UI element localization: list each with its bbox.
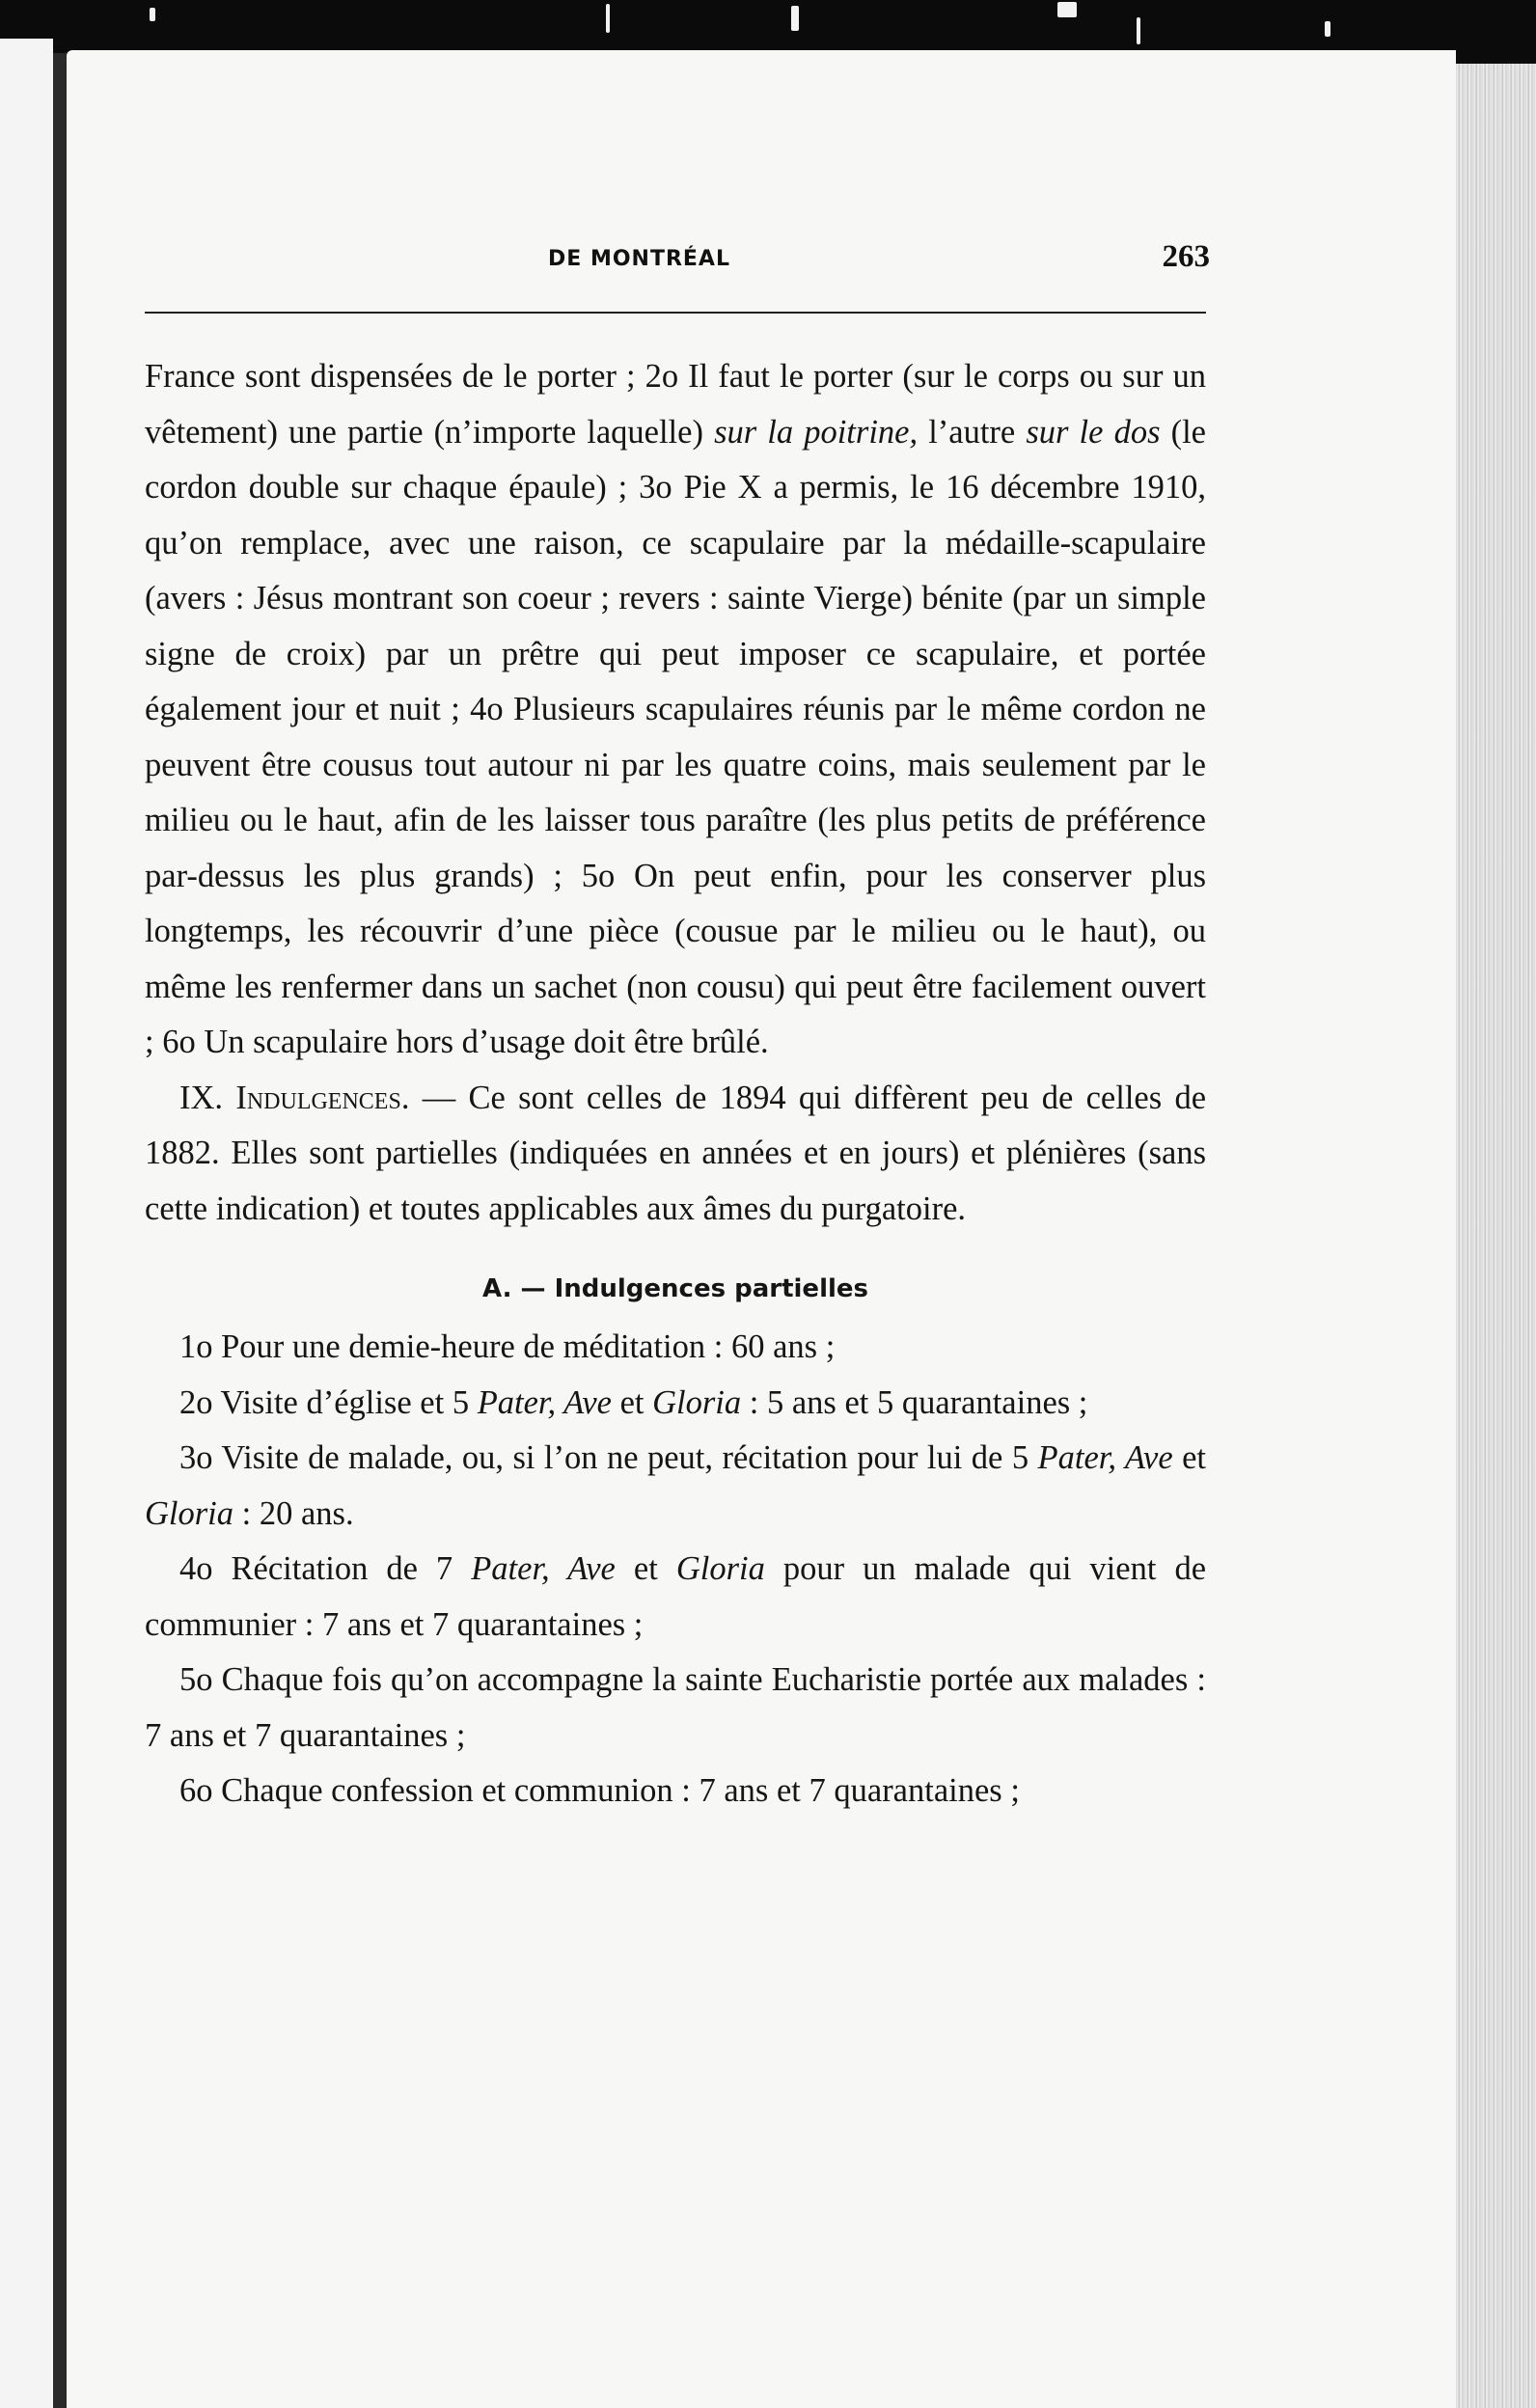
- film-speck: [1057, 2, 1077, 17]
- italic-run: Pater, Ave: [477, 1383, 612, 1421]
- text-run: et: [611, 1383, 653, 1421]
- film-speck: [1137, 17, 1140, 44]
- body-text: [145, 349, 1206, 1820]
- text-run: 2o Visite d’église et 5: [179, 1383, 478, 1421]
- list-item: [145, 1320, 1206, 1376]
- running-head: DE MONTRÉAL: [548, 247, 730, 271]
- italic-run: Pater, Ave: [471, 1550, 616, 1587]
- left-margin-edge: [0, 39, 53, 2408]
- list-item: [145, 1431, 1206, 1542]
- binding-shadow: [53, 53, 67, 2408]
- list-item: [145, 1764, 1206, 1820]
- text-run: pour un malade qui vient de communier : 7 ans et 7 quarantaines ;: [145, 1550, 1207, 1643]
- italic-run: Gloria: [145, 1494, 234, 1532]
- list-item: [145, 1653, 1206, 1764]
- subheading: A. — Indulgences partielles: [481, 1274, 869, 1303]
- text-run: : 20 ans.: [233, 1494, 354, 1532]
- film-speck: [1325, 21, 1330, 37]
- paragraph-scapulaire: [145, 349, 1206, 1071]
- text-run: France sont dispensées de le porter ; 2o Il faut le porter (sur le corps ou sur un vêtement) une partie (n’importe laquelle): [145, 358, 1206, 451]
- italic-run: Gloria: [652, 1383, 742, 1421]
- italic-run: sur la poitrine,: [714, 413, 919, 451]
- italic-run: Pater, Ave: [1037, 1439, 1173, 1476]
- italic-run: sur le dos: [1026, 413, 1161, 451]
- section-number: IX.: [179, 1079, 236, 1116]
- text-run: l’autre: [918, 413, 1027, 451]
- text-run: 5o Chaque fois qu’on accompagne la sainte Eucharistie portée aux malades : 7 ans et 7 quarantaines ;: [145, 1661, 1206, 1754]
- page-number: 263: [1162, 239, 1210, 274]
- stacked-page-edges: [1456, 64, 1536, 2408]
- film-speck: [791, 6, 799, 31]
- paragraph-indulgences: [145, 1071, 1206, 1238]
- text-run: et: [1172, 1439, 1207, 1476]
- text-run: 3o Visite de malade, ou, si l’on ne peut, récitation pour lui de 5: [179, 1439, 1038, 1476]
- section-heading: Indulgences.: [235, 1079, 410, 1116]
- film-speck: [606, 4, 610, 33]
- page-header: [143, 239, 1210, 301]
- list-item: [145, 1542, 1206, 1653]
- text-run: (le cordon double sur chaque épaule) ; 3o Pie X a permis, le 16 décembre 1910, qu’on remplace, avec une raison, ce scapulaire par la médaille-scapulaire (avers : Jésus montrant son coeur ; revers : sainte Vierge) bénite (par un simple signe de croix) par un prêtre qui peut imposer ce scapulaire, et portée également jour et nuit ; 4o Plusieurs scapulaires réunis par le même cordon ne peuvent être cousus tout autour ni par les quatre coins, mais seulement par le milieu ou le haut, afin de les laisser tous paraître (les plus petits de préférence par-dessus les plus grands) ; 5o On peut enfin, pour les conserver plus longtemps, les récouvrir d’une pièce (cousue par le milieu ou le haut), ou même les renfermer dans un sachet (non cousu) qui peut être facilement ouvert ; 6o Un scapulaire hors d’usage doit être brûlé.: [145, 413, 1206, 1060]
- italic-run: Gloria: [675, 1550, 765, 1587]
- text-run: 1o Pour une demie-heure de méditation : 60 ans ;: [179, 1328, 836, 1365]
- header-rule: [145, 312, 1206, 314]
- list-item: [145, 1376, 1206, 1432]
- text-run: et: [615, 1550, 676, 1587]
- text-run: 6o Chaque confession et communion : 7 ans et 7 quarantaines ;: [179, 1772, 1020, 1809]
- text-run: — Ce sont celles de 1894 qui diffèrent peu de celles de 1882. Elles sont partielles (indiquées en années et en jours) et plénières (sans cette indication) et toutes applicables aux âmes du purgatoire.: [145, 1079, 1207, 1227]
- text-run: : 5 ans et 5 quarantaines ;: [741, 1383, 1088, 1421]
- text-run: 4o Récitation de 7: [179, 1550, 472, 1587]
- film-speck: [150, 8, 155, 21]
